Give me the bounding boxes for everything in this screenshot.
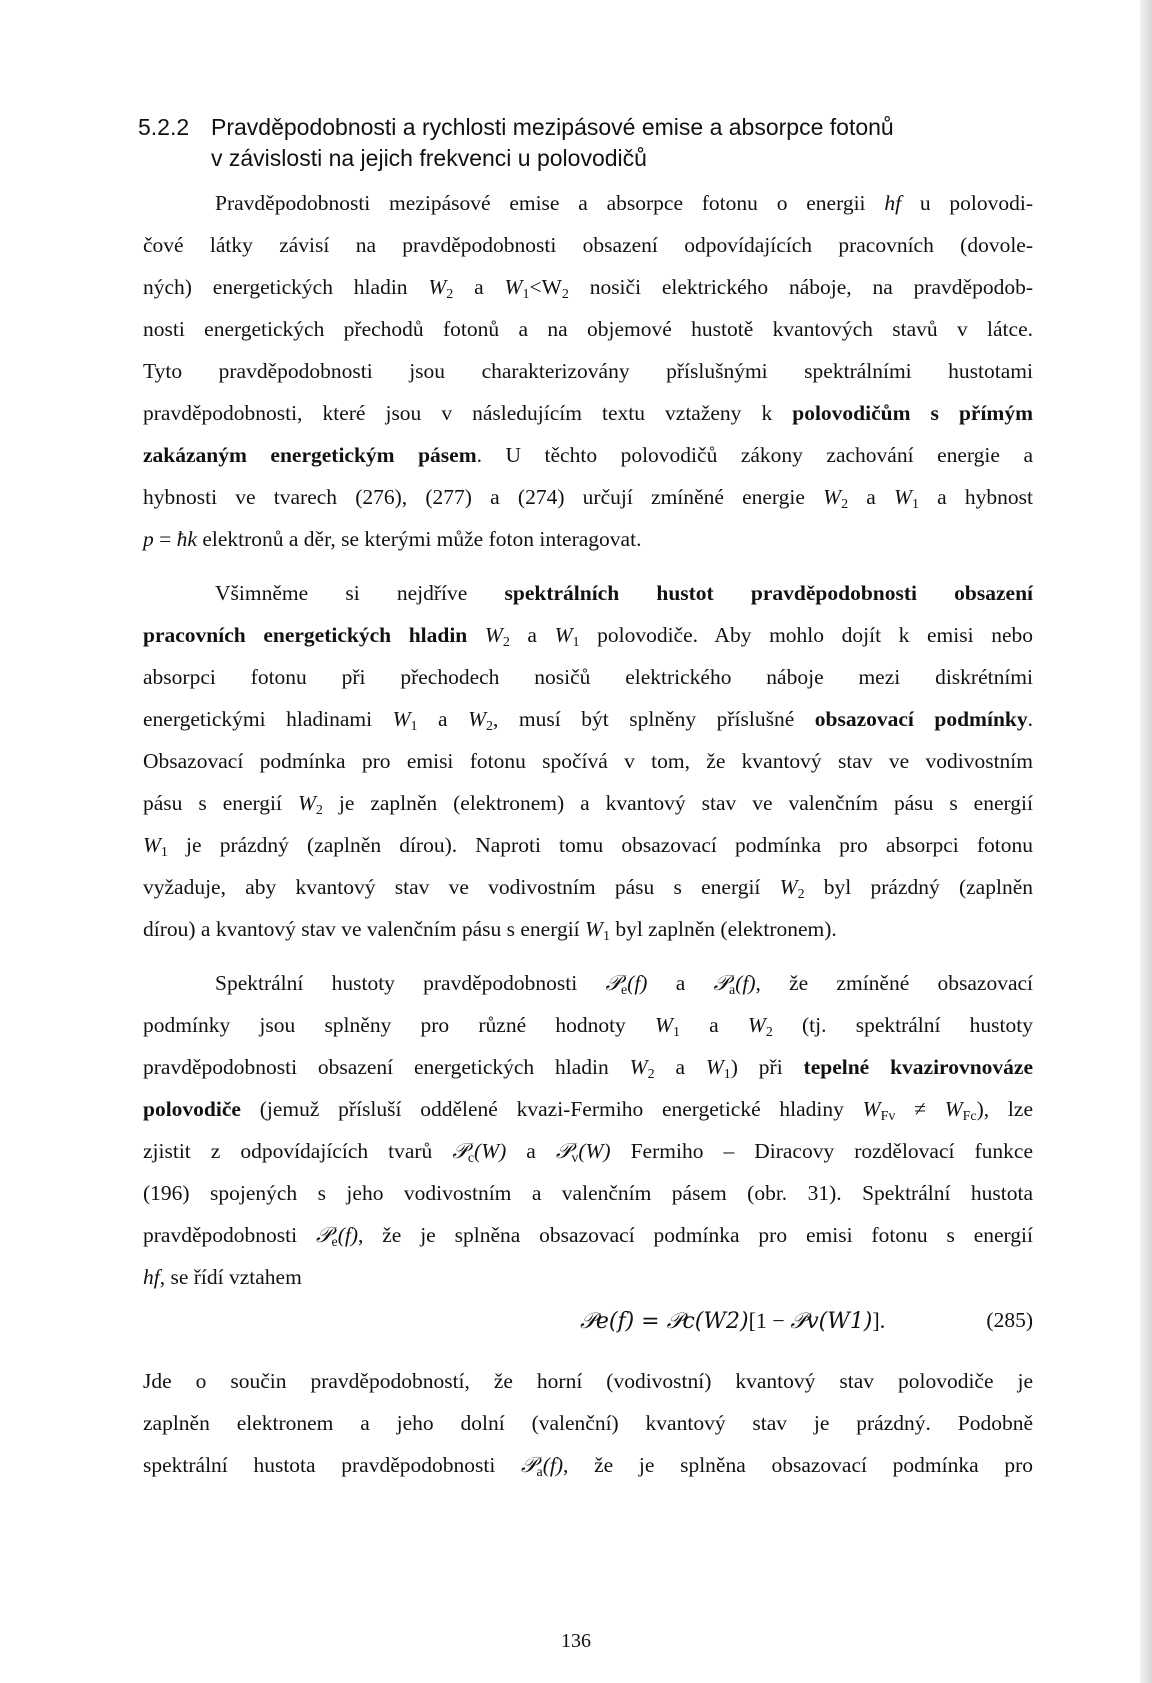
math-W: W (862, 1097, 881, 1121)
text-line (143, 518, 1033, 560)
math-script-P: 𝒫 (555, 1139, 572, 1164)
text-span: a (509, 623, 555, 647)
bold-term: zakázaným energetickým pásem (143, 443, 477, 467)
subscript: 1 (723, 1067, 731, 1082)
math-W: W (585, 917, 603, 941)
math-W: W (823, 485, 842, 509)
text-line (143, 1088, 1033, 1130)
text-line (143, 1256, 1033, 1298)
math-hbar-k: ħk (176, 527, 197, 551)
subscript: 2 (315, 803, 323, 818)
subscript: 1 (160, 845, 168, 860)
text-span: u polovodi- (901, 191, 1033, 215)
text-span: Spektrální hustoty pravděpodobnosti (215, 971, 606, 995)
math-W: W (747, 1013, 766, 1037)
section-heading (138, 112, 1038, 174)
text-line: absorpci fotonu při přechodech nosičů elektrického náboje mezi diskrétními (143, 665, 1033, 689)
subscript: 2 (841, 497, 849, 512)
subscript: e (620, 983, 628, 998)
subscript: 2 (446, 287, 454, 302)
math-W: W (143, 833, 161, 857)
text-span: polovodiče. Aby mohlo dojít k emisi nebo (579, 623, 1033, 647)
text-span: , že je splněna obsazovací podmínka pro (563, 1453, 1033, 1477)
equation-number: (285) (986, 1308, 1033, 1332)
bold-term: pracovních energetických hladin (143, 623, 468, 647)
text-line (143, 392, 1033, 434)
subscript: 1 (672, 1025, 680, 1040)
section-title-line1: Pravděpodobnosti a rychlosti mezipásové emise a absorpce fotonů (211, 114, 894, 140)
text-span: a (679, 1013, 748, 1037)
text-line (143, 1444, 1033, 1486)
text-span: nosiči elektrického náboje, na pravděpodob- (568, 275, 1034, 299)
subscript: 1 (572, 635, 580, 650)
text-line (143, 1046, 1033, 1088)
subscript: c (467, 1151, 475, 1166)
text-span: Všimněme si nejdříve (215, 581, 505, 605)
subscript: a (729, 983, 736, 998)
math-p: p (143, 527, 154, 551)
text-line (143, 182, 1033, 224)
text-span: zjistit z odpovídajících tvarů (143, 1139, 453, 1163)
subscript: 1 (522, 287, 530, 302)
equation-term: [1 − (748, 1308, 791, 1333)
text-span: Fermiho – Diracovy rozdělovací funkce (610, 1139, 1033, 1163)
section-number: 5.2.2 (138, 114, 190, 140)
math-arg: (W) (578, 1139, 611, 1163)
equation-term: ]. (872, 1308, 886, 1333)
text-span: a hybnost (918, 485, 1034, 509)
math-W: W (894, 485, 912, 509)
text-span: a (647, 971, 714, 995)
text-span: = (153, 527, 177, 551)
text-span: a (506, 1139, 556, 1163)
text-line (143, 866, 1033, 908)
text-span: a (848, 485, 895, 509)
text-line: nosti energetických přechodů fotonů a na objemové hustotě kvantových stavů v látce. (143, 317, 1033, 341)
text-span: a (417, 707, 469, 731)
text-span: a (654, 1055, 706, 1079)
text-line (143, 824, 1033, 866)
math-W: W (468, 707, 487, 731)
equation-lhs: 𝒫e(f) = (580, 1309, 667, 1334)
text-span: elektronů a děr, se kterými může foton interagovat. (196, 527, 642, 551)
text-line (143, 782, 1033, 824)
math-script-P: 𝒫 (521, 1453, 537, 1478)
text-line (143, 572, 1033, 614)
subscript: 2 (797, 887, 805, 902)
page-edge-shadow (1140, 0, 1152, 1683)
math-script-P: 𝒫 (315, 1223, 332, 1248)
text-span: ) při (730, 1055, 804, 1079)
math-arg: (f) (337, 1223, 358, 1247)
math-W: W (392, 707, 411, 731)
math-hf: hf (884, 191, 902, 215)
math-W: W (297, 791, 316, 815)
subscript: 2 (647, 1067, 655, 1082)
text-line (143, 1130, 1033, 1172)
text-span: byl zaplněn (elektronem). (609, 917, 837, 941)
subscript: 2 (765, 1025, 773, 1040)
body-text (143, 182, 1033, 1486)
math-W: W (484, 623, 503, 647)
text-span: a (453, 275, 505, 299)
text-line: čové látky závisí na pravděpodobnosti obsazení odpovídajících pracovních (dovole- (143, 233, 1033, 257)
equation-term: 𝒫c(W2) (666, 1309, 749, 1334)
subscript: Fv (880, 1109, 896, 1124)
text-line (143, 1214, 1033, 1256)
subscript: 1 (911, 497, 919, 512)
text-span: je zaplněn (elektronem) a kvantový stav ve valenčním pásu s energií (322, 791, 1033, 815)
math-arg: (f) (627, 971, 648, 995)
text-span: podmínky jsou splněny pro různé hodnoty (143, 1013, 656, 1037)
text-span: energetickými hladinami (143, 707, 393, 731)
text-span: ), lze (976, 1097, 1033, 1121)
text-span: Pravděpodobnosti mezipásové emise a absorpce fotonu o energii (215, 191, 885, 215)
equation-body (580, 1308, 885, 1334)
subscript: 2 (502, 635, 510, 650)
math-W: W (504, 275, 523, 299)
subscript: 1 (410, 719, 418, 734)
equation-285 (143, 1298, 1033, 1360)
math-arg: (f) (735, 971, 756, 995)
text-line (143, 698, 1033, 740)
text-span: byl prázdný (zaplněn (804, 875, 1033, 899)
math-W: W (655, 1013, 673, 1037)
text-line: Jde o součin pravděpodobností, že horní (vodivostní) kvantový stav polovodiče je (143, 1369, 1033, 1393)
subscript: a (536, 1465, 543, 1480)
text-span: pásu s energií (143, 791, 298, 815)
text-span: . U těchto polovodičů zákony zachování energie a (476, 443, 1033, 467)
text-span: , že zmíněné obsazovací (755, 971, 1034, 995)
math-script-P: 𝒫 (452, 1139, 468, 1164)
page-number: 136 (561, 1630, 591, 1652)
subscript: e (331, 1235, 338, 1250)
bold-term: polovodičům s přímým (792, 401, 1033, 425)
text-span: je prázdný (zaplněn dírou). Naproti tomu obsazovací podmínka pro absorpci fotonu (167, 833, 1033, 857)
text-span: . (1027, 707, 1033, 731)
math-W: W (944, 1097, 963, 1121)
text-line (143, 266, 1033, 308)
section-heading-line1 (138, 112, 1038, 143)
equation-term: 𝒫v(W1) (790, 1309, 873, 1334)
text-span: pravděpodobnosti obsazení energetických hladin (143, 1055, 630, 1079)
math-script-P: 𝒫 (605, 971, 621, 996)
text-span: <W (529, 275, 562, 299)
text-line (143, 614, 1033, 656)
text-span: , se řídí vztahem (159, 1265, 302, 1289)
math-W: W (705, 1055, 724, 1079)
text-line (143, 962, 1033, 1004)
text-line: (196) spojených s jeho vodivostním a valenčním pásem (obr. 31). Spektrální hustota (143, 1181, 1033, 1205)
text-line (143, 476, 1033, 518)
math-hf: hf (143, 1265, 160, 1289)
text-line (143, 434, 1033, 476)
bold-term: spektrálních hustot pravděpodobnosti obsazení (504, 581, 1034, 605)
subscript: Fc (962, 1109, 977, 1124)
text-span: pravděpodobnosti (143, 1223, 316, 1247)
text-span: , že je splněna obsazovací podmínka pro emisi fotonu s energií (357, 1223, 1034, 1247)
subscript: 1 (602, 929, 610, 944)
subscript: 2 (486, 719, 494, 734)
text-span: (tj. spektrální hustoty (772, 1013, 1033, 1037)
bold-term: obsazovací podmínky (814, 707, 1028, 731)
text-line (143, 1004, 1033, 1046)
text-span: vyžaduje, aby kvantový stav ve vodivostním pásu s energií (143, 875, 780, 899)
text-line (143, 908, 1033, 950)
text-span: pravděpodobnosti, které jsou v následujícím textu vztaženy k (143, 401, 793, 425)
section-title-line2: v závislosti na jejich frekvenci u polovodičů (211, 145, 647, 171)
bold-term: tepelné kvazirovnováze (803, 1055, 1033, 1079)
text-span: spektrální hustota pravděpodobnosti (143, 1453, 522, 1477)
text-span: hybnosti ve tvarech (276), (277) a (274) určují zmíněné energie (143, 485, 824, 509)
text-span: , musí být splněny příslušné (493, 707, 815, 731)
text-span: ných) energetických hladin (143, 275, 429, 299)
math-W: W (554, 623, 573, 647)
subscript: 2 (561, 287, 569, 302)
math-W: W (428, 275, 447, 299)
subscript: v (571, 1151, 579, 1166)
text-line: Obsazovací podmínka pro emisi fotonu spočívá v tom, že kvantový stav ve vodivostním (143, 749, 1033, 773)
text-line: zaplněn elektronem a jeho dolní (valenční) kvantový stav je prázdný. Podobně (143, 1411, 1033, 1435)
math-W: W (779, 875, 798, 899)
math-W: W (629, 1055, 648, 1079)
bold-term: polovodiče (143, 1097, 241, 1121)
text-span: dírou) a kvantový stav ve valenčním pásu s energií (143, 917, 586, 941)
text-span: ≠ (895, 1097, 945, 1121)
math-script-P: 𝒫 (713, 971, 729, 996)
text-span: (jemuž přísluší oddělené kvazi-Fermiho energetické hladiny (240, 1097, 863, 1121)
math-arg: (W) (474, 1139, 507, 1163)
text-line: Tyto pravděpodobnosti jsou charakterizovány příslušnými spektrálními hustotami (143, 359, 1033, 383)
math-arg: (f) (542, 1453, 564, 1477)
